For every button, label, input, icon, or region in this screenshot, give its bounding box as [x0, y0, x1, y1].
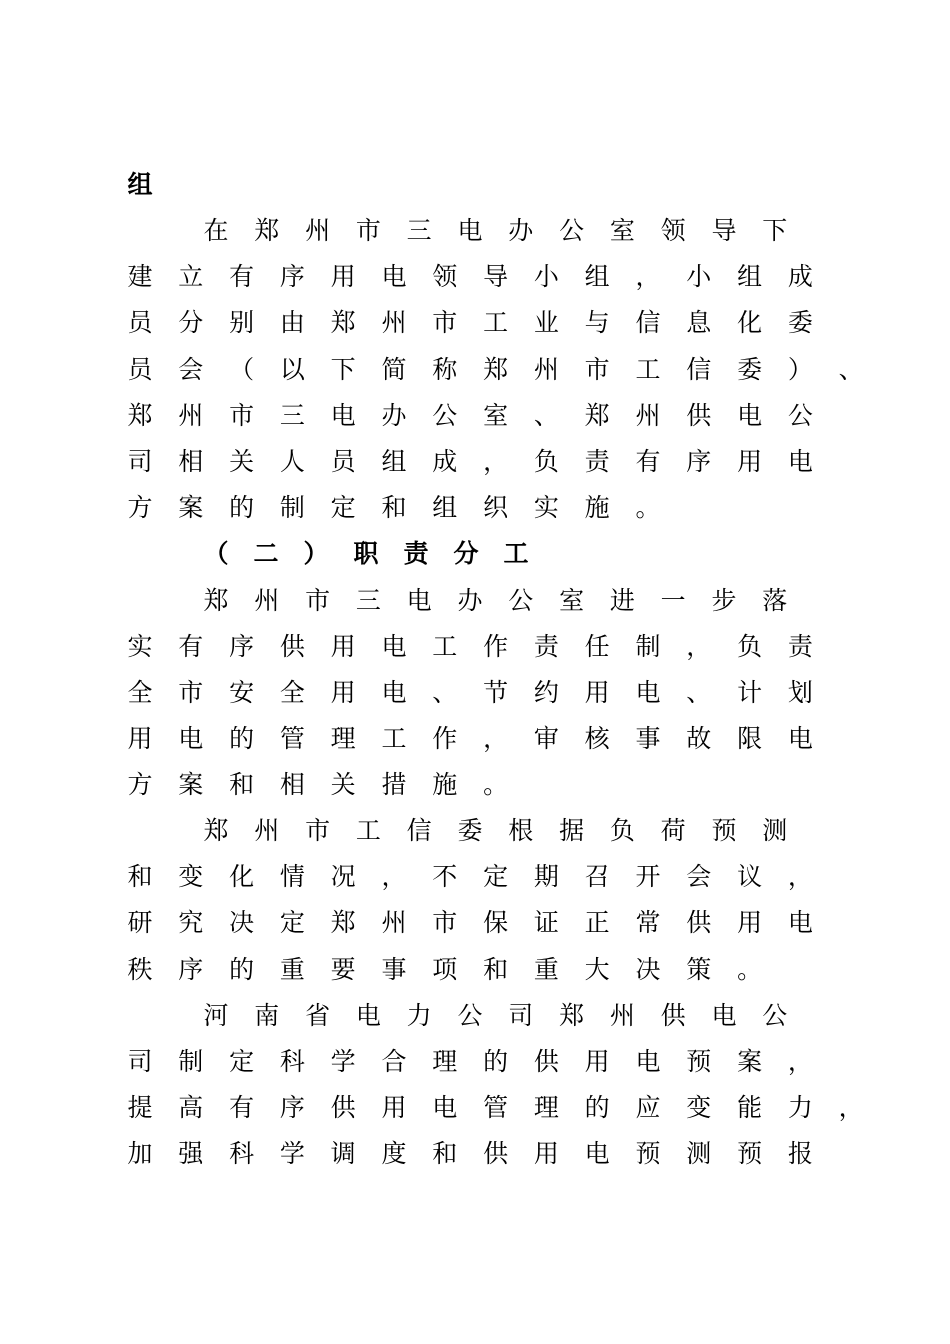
paragraph-line: 河 南 省 电 力 公 司 郑 州 供 电 公 [203, 1001, 788, 1030]
paragraph-line: 员 分 别 由 郑 州 市 工 业 与 信 息 化 委 [127, 308, 813, 337]
paragraph-line: 司 相 关 人 员 组 成 ， 负 责 有 序 用 电 [127, 447, 813, 476]
paragraph-line: 郑 州 市 三 电 办 公 室 、 郑 州 供 电 公 [127, 401, 813, 430]
paragraph-line: 在 郑 州 市 三 电 办 公 室 领 导 下 [203, 216, 788, 245]
section-heading-fragment: 组 [127, 170, 153, 199]
paragraph-line: 司 制 定 科 学 合 理 的 供 用 电 预 案 ， [127, 1047, 813, 1076]
paragraph-line: 建 立 有 序 用 电 领 导 小 组 ， 小 组 成 [127, 262, 813, 291]
paragraph-line: 加 强 科 学 调 度 和 供 用 电 预 测 预 报 [127, 1139, 813, 1168]
paragraph-line: 用 电 的 管 理 工 作 ， 审 核 事 故 限 电 [127, 724, 813, 753]
paragraph-line: 和 变 化 情 况 ， 不 定 期 召 开 会 议 ， [127, 862, 813, 891]
paragraph-line: 研 究 决 定 郑 州 市 保 证 正 常 供 用 电 [127, 908, 813, 937]
paragraph-line: 实 有 序 供 用 电 工 作 责 任 制 ， 负 责 [127, 632, 813, 661]
paragraph-line: 秩 序 的 重 要 事 项 和 重 大 决 策 。 [127, 955, 763, 984]
section-heading: （ 二 ） 职 责 分 工 [203, 539, 529, 568]
paragraph-line: 方 案 的 制 定 和 组 织 实 施 。 [127, 493, 661, 522]
paragraph-line: 郑 州 市 工 信 委 根 据 负 荷 预 测 [203, 816, 788, 845]
paragraph-line: 提 高 有 序 供 用 电 管 理 的 应 变 能 力 ， [127, 1093, 864, 1122]
paragraph-line: 郑 州 市 三 电 办 公 室 进 一 步 落 [203, 586, 788, 615]
paragraph-line: 方 案 和 相 关 措 施 。 [127, 770, 509, 799]
paragraph-line: 员 会 （ 以 下 简 称 郑 州 市 工 信 委 ） 、 [127, 355, 864, 384]
paragraph-line: 全 市 安 全 用 电 、 节 约 用 电 、 计 划 [127, 678, 813, 707]
